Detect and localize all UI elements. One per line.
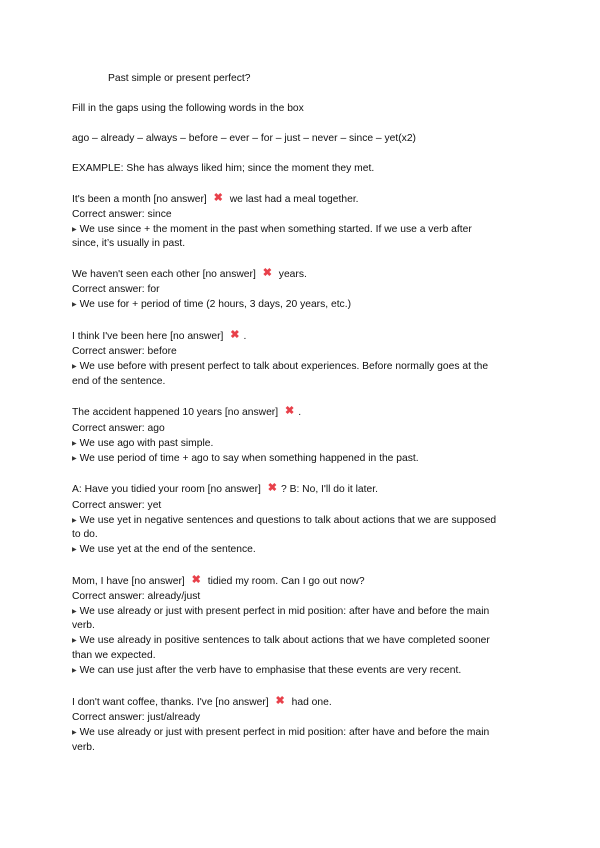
- explanation-note: to do.: [72, 529, 98, 540]
- explanation-note: ▶ We use already or just with present perfect in mid position: after have and before the main: [72, 606, 490, 617]
- explanation-note: ▶ We use since + the moment in the past when something started. If we use a verb after: [72, 224, 472, 235]
- correct-answer-value: just/already: [147, 712, 201, 723]
- correct-answer-1: [72, 208, 172, 221]
- wrong-mark-icon: ✖: [191, 574, 201, 586]
- explanation-note: ▶ We can use just after the verb have to emphasise that these events are very recent.: [72, 665, 462, 676]
- bullet-icon: ▶: [72, 547, 77, 553]
- explanation-note: ▶ We use before with present perfect to talk about experiences. Before normally goes at the: [72, 361, 489, 372]
- bullet-icon: ▶: [72, 456, 77, 462]
- correct-answer-value: ago: [147, 423, 165, 434]
- explanation-note: ▶ We use yet at the end of the sentence.: [72, 544, 256, 555]
- question-1: [72, 193, 359, 206]
- explanation-note: since, it’s usually in past.: [72, 238, 186, 249]
- explanation-note: end of the sentence.: [72, 376, 166, 387]
- bullet-icon: ▶: [72, 364, 77, 370]
- correct-answer-6: [72, 590, 200, 603]
- bullet-icon: ▶: [72, 302, 77, 308]
- question-2: [72, 268, 307, 281]
- question-text-before: The accident happened 10 years: [72, 407, 222, 418]
- bullet-icon: ▶: [72, 441, 77, 447]
- question-text-after: .: [298, 407, 302, 418]
- question-text-after: tidied my room. Can I go out now?: [207, 576, 365, 587]
- correct-answer-value: for: [147, 284, 160, 295]
- question-4: [72, 406, 301, 419]
- wrong-mark-icon: ✖: [275, 695, 285, 707]
- no-answer-label: [no answer]: [202, 269, 256, 280]
- question-3: [72, 330, 246, 343]
- question-text-before: We haven't seen each other: [72, 269, 200, 280]
- explanation-note: ▶ We use yet in negative sentences and questions to talk about actions that we are supposed: [72, 515, 497, 526]
- explanation-note: ▶ We use ago with past simple.: [72, 438, 214, 449]
- example-text: EXAMPLE: She has always liked him; since the moment they met.: [72, 163, 375, 174]
- correct-answer-label: Correct answer:: [72, 423, 145, 434]
- correct-answer-value: yet: [147, 500, 162, 511]
- question-5: [72, 483, 378, 496]
- explanation-note: than we expected.: [72, 650, 156, 661]
- correct-answer-3: [72, 345, 177, 358]
- wrong-mark-icon: ✖: [267, 482, 277, 494]
- wrong-mark-icon: ✖: [213, 192, 223, 204]
- bullet-icon: ▶: [72, 518, 77, 524]
- bullet-icon: ▶: [72, 227, 77, 233]
- question-7: [72, 696, 332, 709]
- explanation-note: ▶ We use period of time + ago to say when something happened in the past.: [72, 453, 419, 464]
- correct-answer-label: Correct answer:: [72, 712, 145, 723]
- correct-answer-label: Correct answer:: [72, 284, 145, 295]
- no-answer-label: [no answer]: [131, 576, 185, 587]
- correct-answer-7: [72, 711, 200, 724]
- question-text-before: Mom, I have: [72, 576, 129, 587]
- explanation-note: ▶ We use for + period of time (2 hours, 3 days, 20 years, etc.): [72, 299, 351, 310]
- explanation-note: ▶ We use already in positive sentences to talk about actions that we have completed sooner: [72, 635, 490, 646]
- wrong-mark-icon: ✖: [230, 329, 240, 341]
- no-answer-label: [no answer]: [153, 194, 207, 205]
- correct-answer-2: [72, 283, 160, 296]
- no-answer-label: [no answer]: [215, 697, 269, 708]
- wrong-mark-icon: ✖: [284, 405, 295, 417]
- question-text-before: A: Have you tidied your room: [72, 484, 205, 495]
- explanation-note: ▶ We use already or just with present perfect in mid position: after have and before the main: [72, 727, 490, 738]
- wrong-mark-icon: ✖: [262, 267, 272, 279]
- correct-answer-value: before: [147, 346, 177, 357]
- correct-answer-label: Correct answer:: [72, 209, 145, 220]
- question-text-after: .: [243, 331, 247, 342]
- question-text-before: I think I've been here: [72, 331, 168, 342]
- bullet-icon: ▶: [72, 609, 77, 615]
- correct-answer-5: [72, 499, 161, 512]
- word-box: ago – already – always – before – ever – for – just – never – since – yet(x2): [72, 133, 416, 144]
- question-6: [72, 575, 365, 588]
- correct-answer-value: already/just: [147, 591, 201, 602]
- explanation-note: verb.: [72, 742, 95, 753]
- no-answer-label: [no answer]: [207, 484, 261, 495]
- correct-answer-label: Correct answer:: [72, 500, 145, 511]
- correct-answer-label: Correct answer:: [72, 346, 145, 357]
- question-text-before: It's been a month: [72, 194, 151, 205]
- question-text-before: I don't want coffee, thanks. I've: [72, 697, 213, 708]
- no-answer-label: [no answer]: [170, 331, 224, 342]
- instruction-text: Fill in the gaps using the following words in the box: [72, 103, 304, 114]
- no-answer-label: [no answer]: [224, 407, 279, 418]
- question-text-after: we last had a meal together.: [229, 194, 359, 205]
- bullet-icon: ▶: [72, 730, 77, 736]
- correct-answer-label: Correct answer:: [72, 591, 145, 602]
- explanation-note: verb.: [72, 620, 95, 631]
- bullet-icon: ▶: [72, 668, 77, 674]
- correct-answer-value: since: [147, 209, 172, 220]
- correct-answer-4: [72, 422, 165, 435]
- question-text-after: had one.: [291, 697, 332, 708]
- question-text-after: ? B: No, I'll do it later.: [280, 484, 378, 495]
- page-title: Past simple or present perfect?: [108, 73, 251, 84]
- bullet-icon: ▶: [72, 638, 77, 644]
- question-text-after: years.: [278, 269, 307, 280]
